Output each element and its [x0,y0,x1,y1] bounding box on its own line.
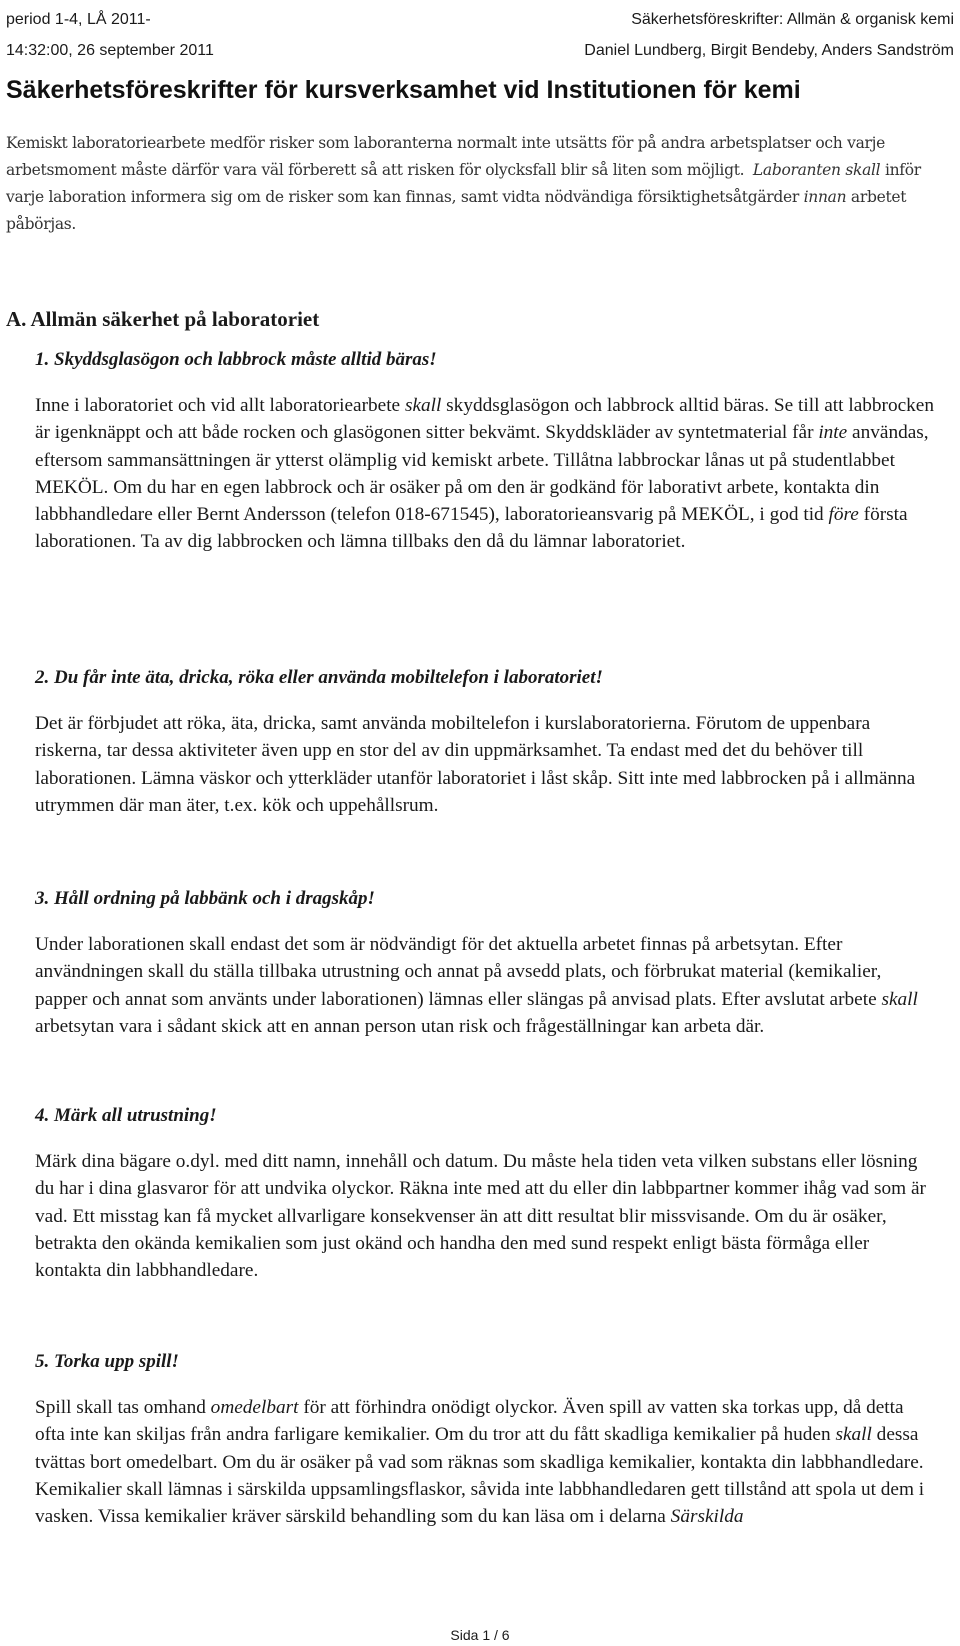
rule-5-text-3: dessa tvättas bort omedelbart. Om du är osäker på vad som räknas som skadliga kemikalier, kontakta din labbhandledare. Kemikalier skall lämnas i särskilda uppsamlingsflaskor, såvida inte labbhandledaren gett tillstånd att spola ut dem i vasken. Vissa kemikalier kräver särskild behandling som du kan läsa om i delarna [35,1424,925,1528]
rule-3-text-1: Under laborationen skall endast det som är nödvändigt för det aktuella arbetet finnas på arbetsytan. Efter användningen skall du ställa tillbaka utrustning och annat på avsedd plats, och förbrukat material (kemikalier, papper och annat som använts under laborationen) lämnas eller slängas på anvisad plats. Efter avslutat arbete [35,934,882,1010]
rule-1-emphasis-3: före [828,504,859,526]
rule-1-text-3: användas, eftersom sammansättningen är ytterst olämplig vid kemiskt arbete. Tillåtna labbrockar lånas ut på studentlabbet MEKÖL. Om du har en egen labbrock och är osäker på om den är godkänd för laborativt arbete, kontakta din labbhandledare eller Bernt Andersson (telefon 018-671545), laboratorieansvarig på MEKÖL, i god tid [35,422,929,526]
header-authors: Daniel Lundberg, Birgit Bendeby, Anders Sandström [584,42,954,59]
rule-4-text-1: Märk dina bägare o.dyl. med ditt namn, innehåll och datum. Du måste hela tiden veta vilken substans eller lösning du har i dina glasvaror för att undvika olyckor. Räkna inte med att du eller din labbpartner kommer ihåg vad som är vad. Ett misstag kan få mycket allvarligare konsekvenser än att ditt resultat blir missvisande. Om du är osäker, betrakta den okända kemikalien som just okänd och handha den med sund respekt enligt bästa förmåga eller kontakta din labbhandledare. [35,1151,926,1282]
header-course: Säkerhetsföreskrifter: Allmän & organisk kemi [631,11,954,28]
rule-1-text-2: skyddsglasögon och labbrock alltid bäras. Se till att labbrocken är igenknäppt och att både rocken och glasögonen sitter bekvämt. Skyddskläder av syntetmaterial får [35,395,934,444]
section-heading: A. Allmän säkerhet på laboratoriet [6,307,320,331]
rule-body-4 [35,1148,935,1284]
header-period: period 1-4, LÅ 2011- [6,11,151,28]
rule-body-2 [35,710,935,819]
rule-heading-4: 4. Märk all utrustning! [35,1105,217,1126]
rule-5-emphasis-1: omedelbart [210,1397,299,1418]
rule-1-text-4: första laborationen. Ta av dig labbrocken och lämna tillbaks den då du lämnar laboratoriet. [35,504,908,553]
document-title: Säkerhetsföreskrifter för kursverksamhet vid Institutionen för kemi [6,76,801,104]
intro-emphasis-1: Laboranten skall [752,161,881,179]
rule-heading-1: 1. Skyddsglasögon och labbrock måste alltid bäras! [35,349,437,370]
header-timestamp: 14:32:00, 26 september 2011 [6,42,214,59]
intro-paragraph [6,130,926,238]
rule-5-emphasis-3: Särskilda [670,1506,744,1528]
rule-heading-5: 5. Torka upp spill! [35,1351,179,1372]
intro-text-3: arbetet påbörjas. [6,188,907,233]
rule-3-text-2: arbetsytan vara i sådant skick att en annan person utan risk och frågeställningar kan arbeta där. [35,1015,765,1037]
rule-3-emphasis-1: skall [881,988,918,1010]
header-row-bottom [6,35,954,66]
rule-body-3 [35,931,935,1040]
header-row-top [6,4,954,35]
rule-body-5 [35,1394,935,1530]
rule-5-emphasis-2: skall [835,1424,872,1446]
rule-5-text-1: Spill skall tas omhand [35,1397,211,1418]
rule-1-emphasis-2: inte [818,422,848,444]
intro-text-1: Kemiskt laboratoriearbete medför risker som laboranterna normalt inte utsätts för på andra arbetsplatser och varje arbetsmoment måste därför vara väl förberett så att risken för olycksfall blir så liten som möjligt. [6,134,886,179]
rule-1-emphasis-1: skall [404,395,442,416]
rule-1-text-1: Inne i laboratoriet och vid allt laboratoriearbete [35,395,405,416]
intro-text-2: inför varje laboration informera sig om de risker som kan finnas, samt vidta nödvändiga försiktighetsåtgärder [6,161,921,206]
page-number: Sida 1 / 6 [450,1627,510,1643]
rule-heading-2: 2. Du får inte äta, dricka, röka eller använda mobiltelefon i laboratoriet! [35,667,603,688]
rule-body-1 [35,392,935,556]
rule-5-text-2: för att förhindra onödigt olyckor. Även spill av vatten ska torkas upp, då detta ofta inte kan skiljas från andra farligare kemikalier. Om du tror att du fått skadliga kemikalier på huden [35,1397,904,1446]
rule-2-text-1: Det är förbjudet att röka, äta, dricka, samt använda mobiltelefon i kurslaboratorierna. Förutom de uppenbara riskerna, tar dessa aktiviteter även upp en stor del av din uppmärksamhet. Ta endast med det du behöver till laborationen. Lämna väskor och ytterkläder utanför laboratoriet i låst skåp. Sitt inte med labbrocken på i allmänna utrymmen där man äter, t.ex. kök och uppehållsrum. [35,713,916,816]
rule-heading-3: 3. Håll ordning på labbänk och i dragskåp! [35,888,375,909]
intro-emphasis-2: innan [803,188,847,206]
page-header [6,4,954,66]
